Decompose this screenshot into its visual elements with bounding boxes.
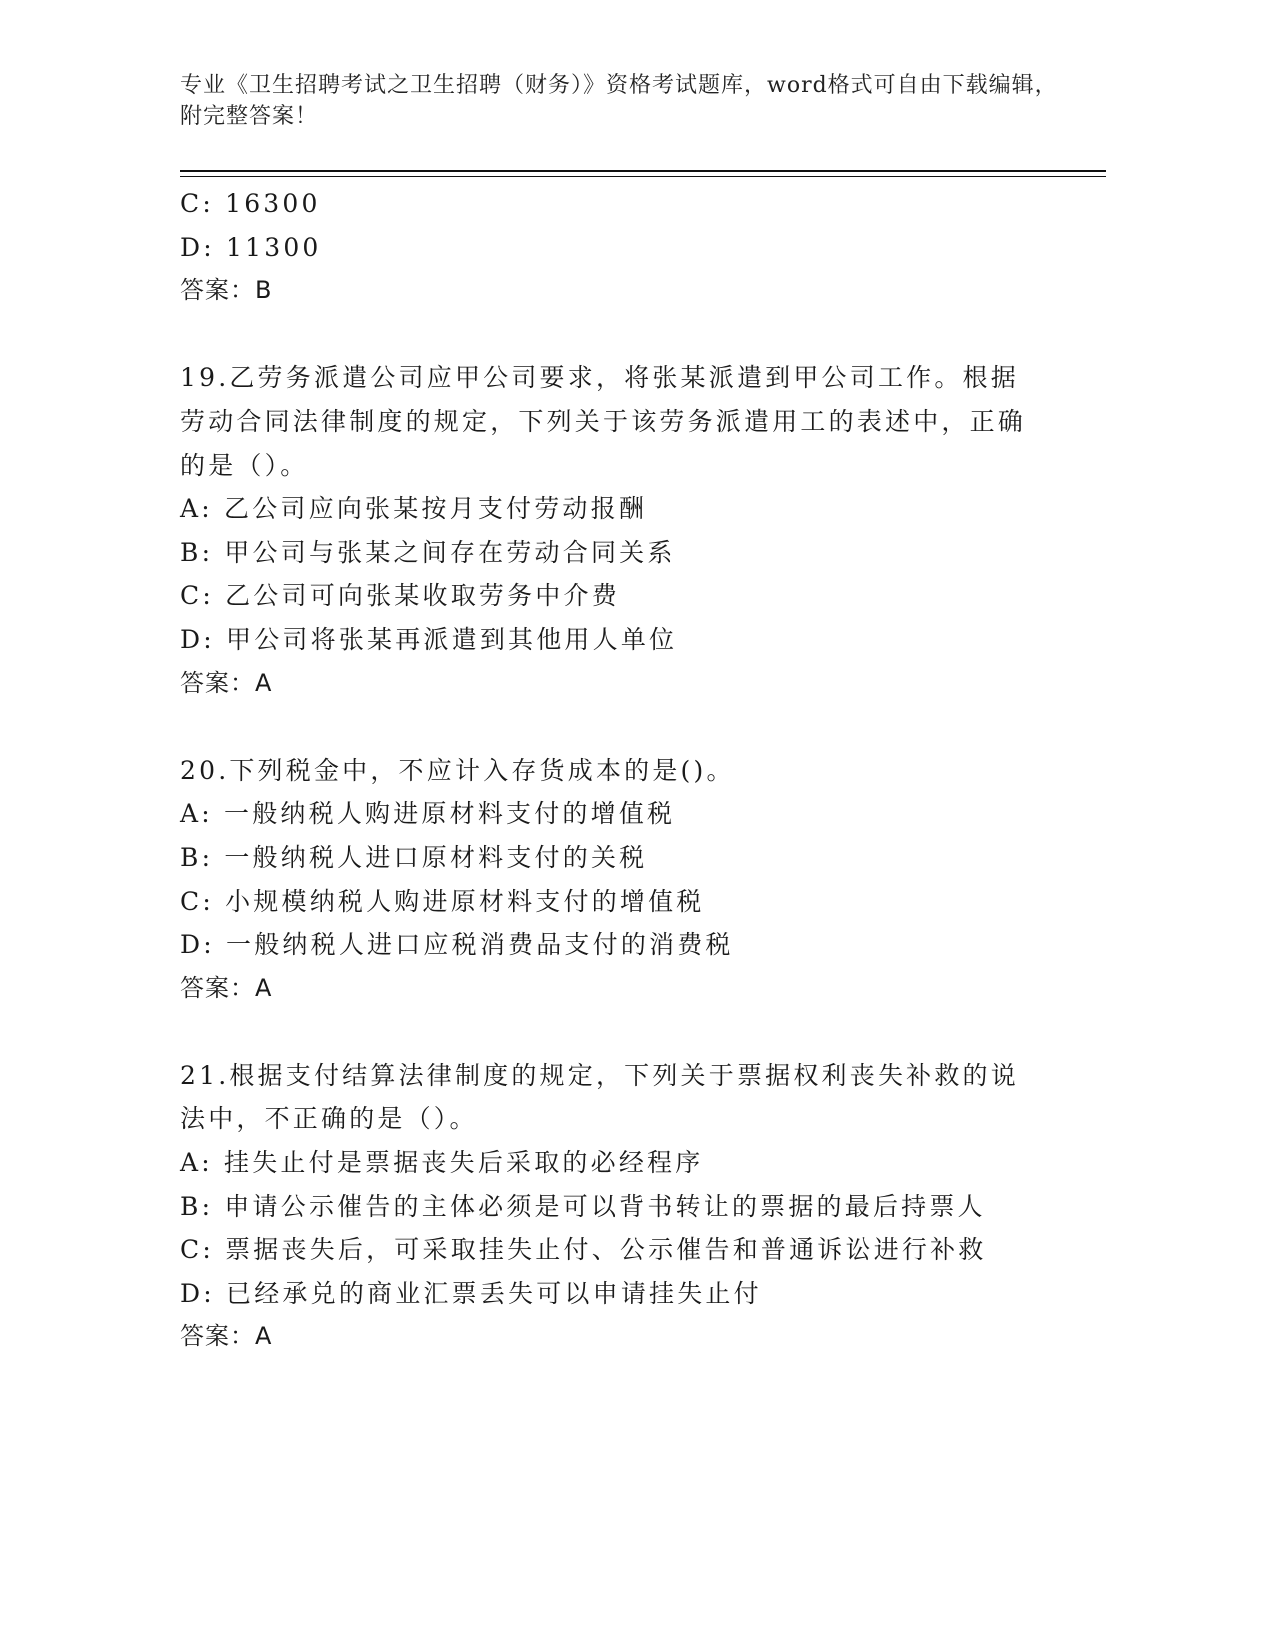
question-20-option-a: A: 一般纳税人购进原材料支付的增值税 [180,799,676,829]
prev-option-d: D: 11300 [180,232,322,262]
header-rule-thick [180,170,1106,172]
prev-option-c: C: 16300 [180,189,321,218]
question-21-option-a: A: 挂失止付是票据丧失后采取的必经程序 [180,1148,704,1178]
question-19-stem: 19.乙劳务派遣公司应甲公司要求，将张某派遣到甲公司工作。根据劳动合同法律制度的规定，下列关于该劳务派遣用工的表述中，正确的是（）。 [180,363,1027,480]
question-20 [180,749,1060,1011]
question-21-stem: 21.根据支付结算法律制度的规定，下列关于票据权利丧失补救的说法中，不正确的是（）。 [180,1060,1019,1134]
question-20-option-d: D: 一般纳税人进口应税消费品支付的消费税 [180,930,734,960]
question-19-answer: 答案：A [180,668,273,697]
question-20-stem: 20.下列税金中，不应计入存货成本的是()。 [180,755,735,785]
question-21-option-b: B: 申请公示催告的主体必须是可以背书转让的票据的最后持票人 [180,1191,986,1221]
question-21 [180,1054,1060,1359]
page-header: 专业《卫生招聘考试之卫生招聘（财务）》资格考试题库，word格式可自由下载编辑，附完整答案！ [180,73,1058,129]
question-19-option-b: B: 甲公司与张某之间存在劳动合同关系 [180,537,676,567]
question-19-option-d: D: 甲公司将张某再派遣到其他用人单位 [180,624,678,654]
header-rule-thin [180,176,1106,177]
spacer [180,705,1060,749]
question-21-option-d: D: 已经承兑的商业汇票丢失可以申请挂失止付 [180,1278,762,1308]
question-20-option-c: C: 小规模纳税人购进原材料支付的增值税 [180,886,705,916]
question-20-option-b: B: 一般纳税人进口原材料支付的关税 [180,842,648,872]
question-21-option-c: C: 票据丧失后，可采取挂失止付、公示催告和普通诉讼进行补救 [180,1235,987,1265]
spacer [180,1010,1060,1054]
question-19-option-a: A: 乙公司应向张某按月支付劳动报酬 [180,494,648,524]
question-21-answer: 答案：A [180,1322,273,1351]
question-19-option-c: C: 乙公司可向张某收取劳务中介费 [180,581,620,611]
spacer [180,313,1060,357]
question-list [180,182,1060,1359]
question-20-answer: 答案：A [180,973,273,1002]
question-19 [180,356,1060,705]
prev-answer: 答案：B [180,276,273,305]
